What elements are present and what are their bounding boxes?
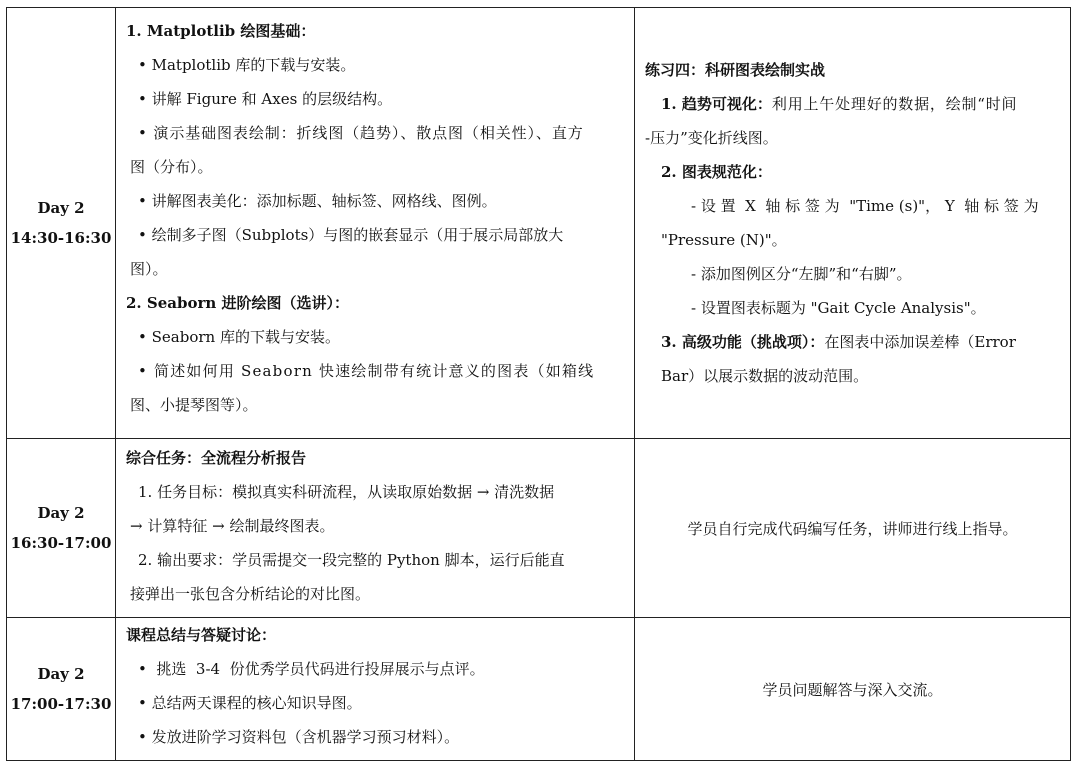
list-item: • 讲解 Figure 和 Axes 的层级结构。 xyxy=(138,90,393,108)
practice-item-label: 2. 图表规范化： xyxy=(661,163,772,181)
practice-title: 练习四：科研图表绘制实战 xyxy=(645,61,826,79)
list-item: 2. 输出要求：学员需提交一段完整的 Python 脚本，运行后能直 xyxy=(138,551,565,569)
list-item: • 总结两天课程的核心知识导图。 xyxy=(138,694,362,712)
practice-item-text: 在图表中添加误差棒（Error xyxy=(824,333,1016,351)
day-label: Day 2 xyxy=(37,504,85,522)
practice-item-label: 1. 趋势可视化： xyxy=(661,95,772,113)
content-cell xyxy=(116,439,635,618)
time-cell xyxy=(7,8,116,439)
time-cell xyxy=(7,439,116,618)
time-range: 17:00-17:30 xyxy=(10,695,112,713)
practice-item-cont: Bar）以展示数据的波动范围。 xyxy=(661,367,869,385)
list-item: • 演示基础图表绘制：折线图（趋势）、散点图（相关性）、直方 xyxy=(138,124,584,142)
list-item: 图）。 xyxy=(130,260,168,278)
list-item: • 简述如何用 Seaborn 快速绘制带有统计意义的图表（如箱线 xyxy=(138,362,595,380)
section-heading: 综合任务：全流程分析报告 xyxy=(126,449,307,467)
table-row xyxy=(7,618,1071,761)
list-item: 图、小提琴图等）。 xyxy=(130,396,258,414)
practice-item xyxy=(645,87,1062,121)
practice-subitem-cont: "Pressure (N)"。 xyxy=(661,231,787,249)
practice-cell xyxy=(635,8,1071,439)
table-row xyxy=(7,8,1071,439)
content-cell xyxy=(116,8,635,439)
time-cell xyxy=(7,618,116,761)
time-range: 14:30-16:30 xyxy=(10,229,112,247)
section-heading: 课程总结与答疑讨论： xyxy=(126,626,277,644)
list-item: 1. 任务目标：模拟真实科研流程，从读取原始数据 → 清洗数据 xyxy=(138,483,555,501)
practice-subitem: - 添加图例区分“左脚”和“右脚”。 xyxy=(691,265,912,283)
practice-cell: 学员自行完成代码编写任务，讲师进行线上指导。 xyxy=(635,439,1071,618)
table-row xyxy=(7,439,1071,618)
day-label: Day 2 xyxy=(37,665,85,683)
section-heading: 1. Matplotlib 绘图基础： xyxy=(126,22,316,40)
practice-subitem: - 设 置 X 轴 标 签 为 "Time (s)"， Y 轴 标 签 为 xyxy=(691,197,1039,215)
day-label: Day 2 xyxy=(37,199,85,217)
list-item: → 计算特征 → 绘制最终图表。 xyxy=(130,517,335,535)
list-item: • Matplotlib 库的下载与安装。 xyxy=(138,56,356,74)
list-item: • Seaborn 库的下载与安装。 xyxy=(138,328,340,346)
list-item: 图（分布）。 xyxy=(130,158,213,176)
time-range: 16:30-17:00 xyxy=(10,534,112,552)
schedule-table xyxy=(6,7,1071,761)
practice-item-cont: -压力”变化折线图。 xyxy=(645,129,778,147)
practice-cell: 学员问题解答与深入交流。 xyxy=(635,618,1071,761)
list-item: • 讲解图表美化：添加标题、轴标签、网格线、图例。 xyxy=(138,192,497,210)
list-item: • 挑选 3-4 份优秀学员代码进行投屏展示与点评。 xyxy=(138,660,485,678)
list-item: • 发放进阶学习资料包（含机器学习预习材料）。 xyxy=(138,728,460,746)
practice-subitem: - 设置图表标题为 "Gait Cycle Analysis"。 xyxy=(691,299,986,317)
section-heading: 2. Seaborn 进阶绘图（选讲）： xyxy=(126,294,350,312)
practice-item xyxy=(645,325,1062,359)
content-cell xyxy=(116,618,635,761)
practice-item-text: 利用上午处理好的数据，绘制“时间 xyxy=(771,95,1018,113)
list-item: 接弹出一张包含分析结论的对比图。 xyxy=(130,585,371,603)
list-item: • 绘制多子图（Subplots）与图的嵌套显示（用于展示局部放大 xyxy=(138,226,564,244)
practice-item-label: 3. 高级功能（挑战项）： xyxy=(661,333,825,351)
